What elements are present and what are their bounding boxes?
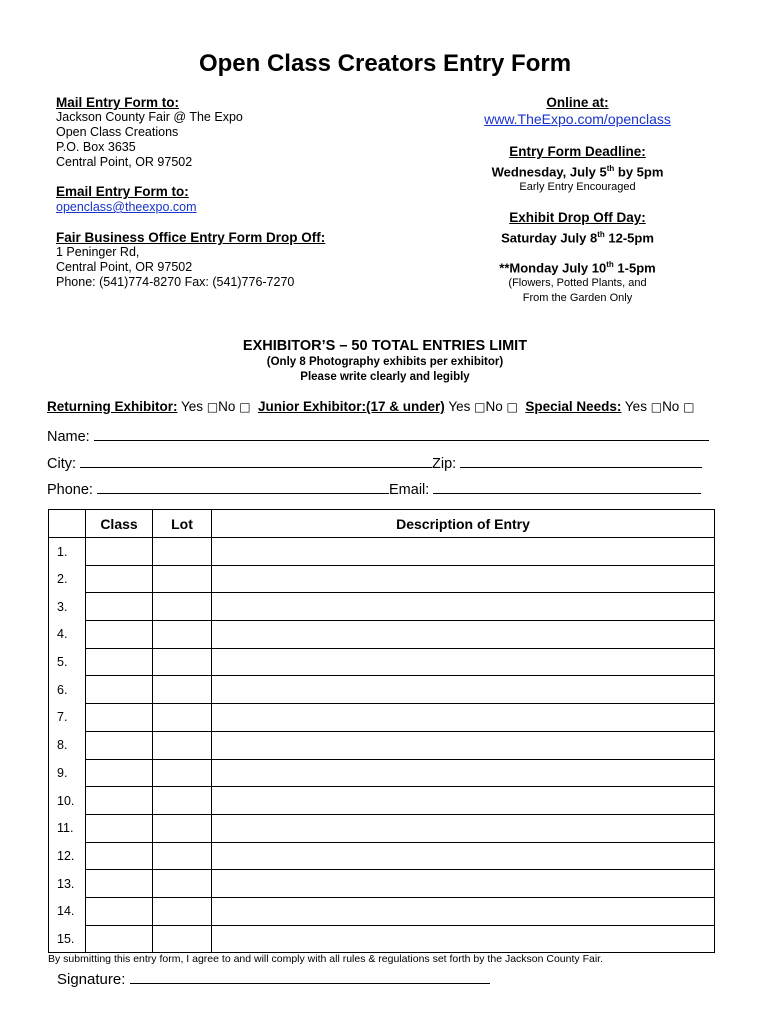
limits-instructions: Please write clearly and legibly bbox=[300, 371, 470, 383]
deadline-note: Early Entry Encouraged bbox=[519, 181, 636, 194]
description-cell[interactable] bbox=[212, 814, 715, 842]
table-row bbox=[49, 842, 715, 870]
phone-row bbox=[47, 479, 715, 498]
email-header: Email Entry Form to: bbox=[56, 184, 189, 199]
lot-cell[interactable] bbox=[153, 565, 212, 593]
mail-header: Mail Entry Form to: bbox=[56, 95, 180, 110]
office-line: Phone: (541)774-8270 Fax: (541)776-7270 bbox=[56, 275, 295, 289]
no-label: No bbox=[218, 399, 236, 414]
row-number: 8. bbox=[49, 731, 86, 759]
dropoff-note: (Flowers, Potted Plants, and bbox=[508, 276, 647, 289]
description-cell[interactable] bbox=[212, 731, 715, 759]
lot-cell[interactable] bbox=[153, 787, 212, 815]
class-cell[interactable] bbox=[86, 731, 153, 759]
lot-cell[interactable] bbox=[153, 621, 212, 649]
description-cell[interactable] bbox=[212, 787, 715, 815]
class-cell[interactable] bbox=[86, 565, 153, 593]
signature-label: Signature: bbox=[57, 971, 126, 988]
row-number: 13. bbox=[49, 870, 86, 898]
exhibitor-status-row bbox=[47, 399, 694, 414]
class-cell[interactable] bbox=[86, 676, 153, 704]
junior-label: Junior Exhibitor:(17 & under) bbox=[258, 399, 445, 414]
class-cell[interactable] bbox=[86, 897, 153, 925]
table-row bbox=[49, 648, 715, 676]
description-cell[interactable] bbox=[212, 925, 715, 953]
mail-section bbox=[56, 95, 386, 290]
class-cell[interactable] bbox=[86, 842, 153, 870]
row-number: 1. bbox=[49, 538, 86, 566]
city-field[interactable] bbox=[80, 453, 432, 468]
online-section bbox=[440, 95, 715, 306]
description-cell[interactable] bbox=[212, 565, 715, 593]
lot-cell[interactable] bbox=[153, 704, 212, 732]
class-cell[interactable] bbox=[86, 787, 153, 815]
no-label: No bbox=[485, 399, 503, 414]
table-row bbox=[49, 704, 715, 732]
deadline-header: Entry Form Deadline: bbox=[509, 144, 646, 159]
class-cell[interactable] bbox=[86, 925, 153, 953]
lot-cell[interactable] bbox=[153, 593, 212, 621]
agreement-text: By submitting this entry form, I agree to and will comply with all rules & regulations set forth by the Jackson County Fair. bbox=[48, 953, 603, 965]
mail-line: Open Class Creations bbox=[56, 125, 179, 139]
city-row bbox=[47, 453, 715, 472]
yes-label: Yes bbox=[448, 399, 471, 414]
table-row bbox=[49, 538, 715, 566]
email-field[interactable] bbox=[433, 479, 701, 494]
row-number: 2. bbox=[49, 565, 86, 593]
lot-cell[interactable] bbox=[153, 731, 212, 759]
limits-note: (Only 8 Photography exhibits per exhibitor) bbox=[266, 356, 504, 368]
description-cell[interactable] bbox=[212, 897, 715, 925]
dropoff-header: Exhibit Drop Off Day: bbox=[509, 210, 646, 226]
description-cell[interactable] bbox=[212, 759, 715, 787]
table-row bbox=[49, 925, 715, 953]
row-number: 4. bbox=[49, 621, 86, 649]
class-cell[interactable] bbox=[86, 870, 153, 898]
class-cell[interactable] bbox=[86, 621, 153, 649]
yes-label: Yes bbox=[181, 399, 204, 414]
description-cell[interactable] bbox=[212, 676, 715, 704]
lot-cell[interactable] bbox=[153, 676, 212, 704]
table-header-number bbox=[49, 510, 86, 538]
table-header-lot: Lot bbox=[153, 510, 212, 538]
table-row bbox=[49, 565, 715, 593]
returning-no-checkbox[interactable]: □ bbox=[239, 400, 251, 414]
row-number: 3. bbox=[49, 593, 86, 621]
lot-cell[interactable] bbox=[153, 870, 212, 898]
phone-field[interactable] bbox=[97, 479, 389, 494]
yes-label: Yes bbox=[624, 399, 647, 414]
table-row bbox=[49, 676, 715, 704]
mail-line: Jackson County Fair @ The Expo bbox=[56, 110, 243, 124]
row-number: 14. bbox=[49, 897, 86, 925]
lot-cell[interactable] bbox=[153, 897, 212, 925]
zip-field[interactable] bbox=[460, 453, 702, 468]
returning-label: Returning Exhibitor: bbox=[47, 399, 178, 414]
row-number: 15. bbox=[49, 925, 86, 953]
name-row bbox=[47, 426, 715, 445]
table-header-row bbox=[49, 510, 715, 538]
row-number: 10. bbox=[49, 787, 86, 815]
name-label: Name: bbox=[47, 429, 90, 445]
description-cell[interactable] bbox=[212, 870, 715, 898]
lot-cell[interactable] bbox=[153, 842, 212, 870]
row-number: 9. bbox=[49, 759, 86, 787]
class-cell[interactable] bbox=[86, 759, 153, 787]
description-cell[interactable] bbox=[212, 704, 715, 732]
lot-cell[interactable] bbox=[153, 759, 212, 787]
zip-label: Zip: bbox=[432, 456, 457, 472]
row-number: 7. bbox=[49, 704, 86, 732]
returning-yes-checkbox[interactable]: □ bbox=[206, 400, 219, 414]
website-link[interactable]: www.TheExpo.com/openclass bbox=[484, 111, 671, 127]
class-cell[interactable] bbox=[86, 538, 153, 566]
page-title: Open Class Creators Entry Form bbox=[198, 50, 572, 77]
row-number: 6. bbox=[49, 676, 86, 704]
table-row bbox=[49, 897, 715, 925]
table-row bbox=[49, 731, 715, 759]
dropoff-monday: **Monday July 10th 1-5pm bbox=[499, 259, 656, 275]
description-cell[interactable] bbox=[212, 842, 715, 870]
table-header-class: Class bbox=[86, 510, 153, 538]
email-label: Email: bbox=[389, 482, 430, 498]
description-cell[interactable] bbox=[212, 538, 715, 566]
dropoff-note: From the Garden Only bbox=[522, 291, 633, 304]
table-row bbox=[49, 814, 715, 842]
lot-cell[interactable] bbox=[153, 925, 212, 953]
class-cell[interactable] bbox=[86, 648, 153, 676]
online-header: Online at: bbox=[546, 95, 609, 110]
office-header: Fair Business Office Entry Form Drop Off: bbox=[56, 230, 326, 245]
class-cell[interactable] bbox=[86, 704, 153, 732]
junior-no-checkbox[interactable]: □ bbox=[506, 400, 518, 414]
signature-field[interactable] bbox=[130, 969, 490, 984]
description-cell[interactable] bbox=[212, 593, 715, 621]
table-header-description: Description of Entry bbox=[212, 510, 715, 538]
lot-cell[interactable] bbox=[153, 648, 212, 676]
junior-yes-checkbox[interactable]: □ bbox=[474, 400, 486, 414]
table-row bbox=[49, 870, 715, 898]
lot-cell[interactable] bbox=[153, 538, 212, 566]
row-number: 5. bbox=[49, 648, 86, 676]
table-row bbox=[49, 593, 715, 621]
signature-row bbox=[57, 969, 490, 988]
class-cell[interactable] bbox=[86, 593, 153, 621]
deadline-date: Wednesday, July 5th by 5pm bbox=[491, 164, 664, 180]
special-needs-label: Special Needs: bbox=[525, 399, 622, 414]
office-line: 1 Peninger Rd, bbox=[56, 245, 140, 259]
mail-line: P.O. Box 3635 bbox=[56, 140, 136, 154]
no-label: No bbox=[662, 399, 680, 414]
class-cell[interactable] bbox=[86, 814, 153, 842]
table-row bbox=[49, 787, 715, 815]
office-line: Central Point, OR 97502 bbox=[56, 260, 193, 274]
row-number: 11. bbox=[49, 814, 86, 842]
description-cell[interactable] bbox=[212, 648, 715, 676]
lot-cell[interactable] bbox=[153, 814, 212, 842]
limits-heading: EXHIBITOR’S – 50 TOTAL ENTRIES LIMIT bbox=[242, 338, 528, 354]
table-row bbox=[49, 759, 715, 787]
mail-line: Central Point, OR 97502 bbox=[56, 155, 193, 169]
city-label: City: bbox=[47, 456, 76, 472]
email-link[interactable]: openclass@theexpo.com bbox=[56, 200, 197, 214]
entries-table bbox=[48, 509, 715, 953]
phone-label: Phone: bbox=[47, 482, 93, 498]
name-field[interactable] bbox=[94, 426, 709, 441]
row-number: 12. bbox=[49, 842, 86, 870]
special-yes-checkbox[interactable]: □ bbox=[650, 400, 663, 414]
dropoff-saturday: Saturday July 8th 12-5pm bbox=[501, 230, 654, 246]
description-cell[interactable] bbox=[212, 621, 715, 649]
special-no-checkbox[interactable]: □ bbox=[683, 400, 695, 414]
table-row bbox=[49, 621, 715, 649]
